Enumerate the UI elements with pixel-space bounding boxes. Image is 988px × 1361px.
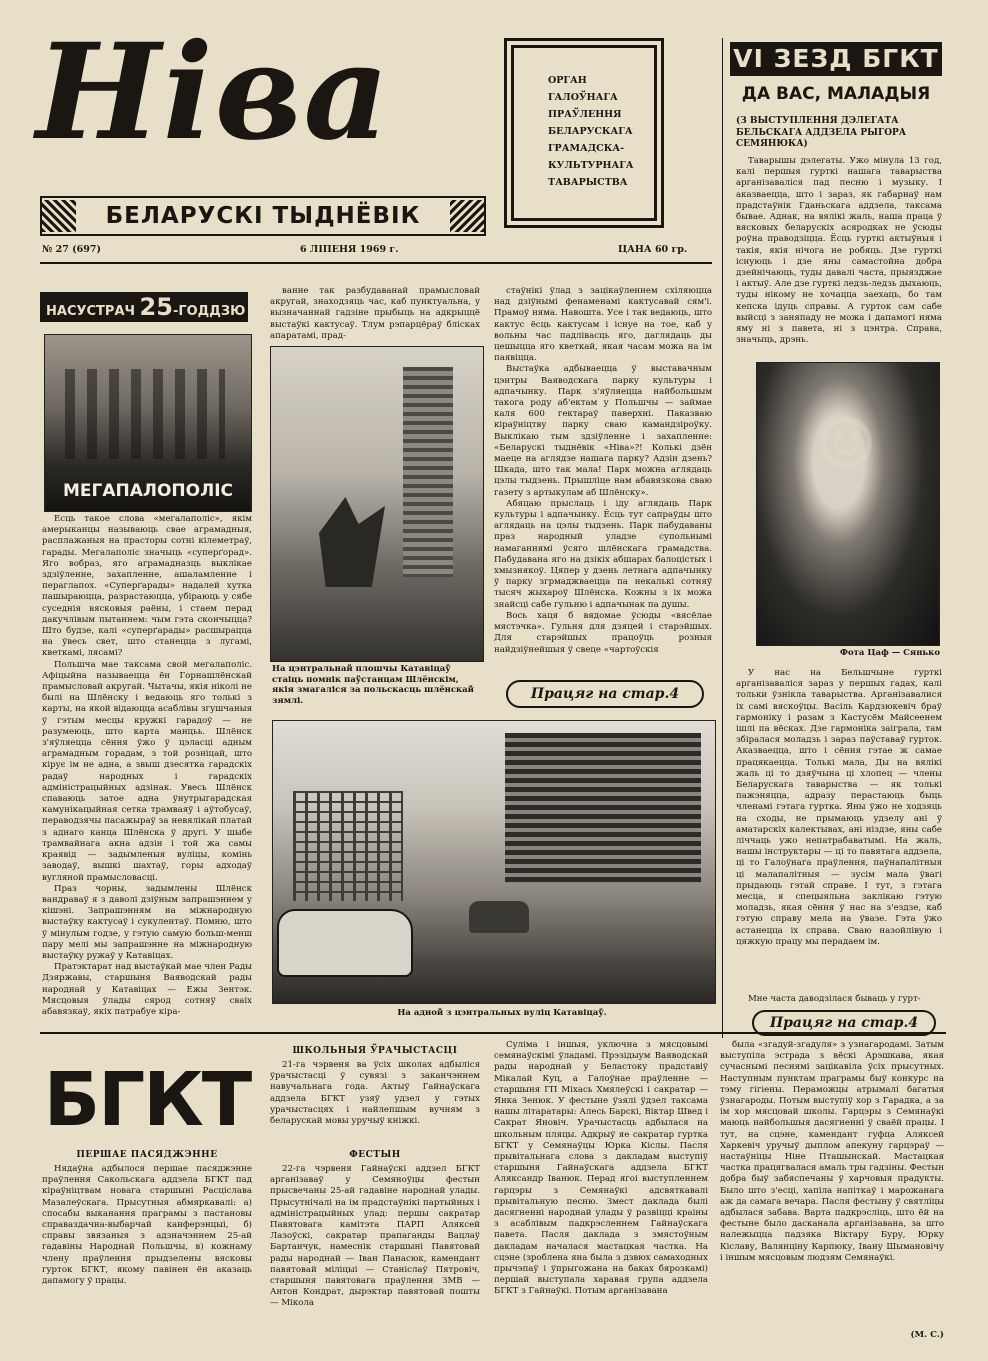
right-article-para2 bbox=[736, 668, 942, 990]
masthead-subtitle-band bbox=[40, 196, 486, 236]
car-icon bbox=[277, 909, 413, 977]
left-para4: Пратэктарат над выстаўкай мае член Рады Дзяржавы, старшыня Ваяводскай рады народнай у Катавіцах — Ежы Зентэк. Мясцовыя ўлады сярод сотняў сваіх абавязкаў, якіх патрабуе кіра- bbox=[42, 962, 252, 1017]
organ-line: КУЛЬТУРНАГА bbox=[548, 160, 634, 171]
building-right-icon bbox=[505, 733, 701, 883]
ornament-icon bbox=[42, 200, 76, 232]
col3-para2: Выстаўка адбываецца ў выставачным цэнтры Ваяводскага парку культуры і адпачынку. Парк з'яўляецца найбольшым такога роду аб'ектам у Польшчы — займае каля 600 гектараў паверхні. Паказваю кіраўніцтву парку сваю камандзіроўку. Выклікаю тым здзіўленне і захапленне: «Беларускі тыднёвік «Ніва»?! Колькі дзён маеце на аглядзе нашага парку? Адзін дзень? Шкада, што так мала! Парк можна аглядаць цэлы тыдзень. Прышліце нам абавязкова сваю газету з артыкулам аб Шлёнску». bbox=[494, 364, 712, 498]
right-article-title: ДА ВАС, МАЛАДЫЯ bbox=[741, 84, 931, 104]
right-article-subtitle: (З ВЫСТУПЛЕННЯ ДЭЛЕГАТА БЕЛЬСКАГА АДДЗЕЛА РЫГОРА СЕМЯНЮКА) bbox=[736, 116, 907, 149]
signature: (М. С.) bbox=[910, 1330, 944, 1340]
issue-number: № 27 (697) bbox=[42, 244, 101, 255]
bottom-col3-para: Суліма і іншыя, уключна з мясцовымі семянаўскімі ўладамі. Прэзідыум Ваяводскай рады народнай у Беластоку прадставіў Мікалай Куц, а Галоўнае праўленне — старшыня ГП Міхась Хмялеўскі і сакратар — Янка Зенюк. У фестыне ўзялі ўдзел таксама нашы літаратары: Алесь Барскі, Віктар Швед і Сакрат Яновіч. Урачыстасць адбылася на школьным пляцы. Адкрыў яе сакратар гуртка БГКТ у Семянаўцы Юрка Кіслы. Пасля прывітальнага слова з дакладам выступіў старшыня Гайнаўскага аддзела БГКТ Аляксандр Іванюк. Перад ягоі выступленнем гарцэры з Семянаўкі адсвяткавалі прывітальную песню. Змест даклада былі дасягненні народнай улады ў развіцці краіны з асаблівым падкрэсленнем Гайнаўскага павета. Пасля даклада з змястоўным дакладам началася мастацкая частка. На сцэне (зроблена яна была з дзвюх самаходных прычэпаў і ўпрыгожана на баках бярозкамі) першай выступала харавая група аддзела БГКТ з Гайнаўкі. Потым арганізавана bbox=[494, 1040, 708, 1297]
right-continue-link[interactable]: Працяг на стар.4 bbox=[752, 1010, 936, 1036]
congress-banner: VI ЗЕЗД БГКТ bbox=[730, 42, 942, 76]
left-para3: Праз чорны, задымлены Шлёнск вандраваў я з даволі дзіўным запрашэннем у кішэні. Запрашэнням на міжнародную выстаўку кактусаў і сукулентаў. Помню, што ў мінулым годзе, у гэтую самую больш-менш пару мелі мы запрашэнне на міжнародную выстаўку ружаў у Катавіцах. bbox=[42, 883, 252, 961]
industrial-photo bbox=[44, 334, 252, 512]
factory-skyline-icon bbox=[65, 369, 225, 459]
right-para2-text: У нас на Бельшчыне гурткі арганізаваліся зараз у першых гадах, калі тольки ўзнікла таварыства. Арганізавалися іх самі вяскоўцы. Васіль Кардзюкевіч браў гармоніку і разам з Кастусём Майсеенем ішлі па вёсках. Дзе гармоніка заіграла, там збіралася моладзь і зараз паўставаў гурток. Аказваецца, што і сёння гэтае ж самае працякаецца. Толькі мала, Ды на вялікі жаль ці то дзяўчына ці хлопец — члены Беларускага таварыства — як толькі пажэняцца, адразу перастаюць быць членамі гэтага гуртка. Яны ўжо не ходзяць на сходы, не прымаюць удзелу ані ў аматарскіх калектывах, ані ніздзе, яны сабе ліччаць ужо непатрабаватымі. На жаль, нашы інструктары — ці то павятага аддзела, ці то Галоўнага праўлення, паўнапалітныя ці малапалітныя — зусім мала ўвагі прыдаюць гэтай справе. І тут, з гэтага месца, я спецыяльна заклікаю гэтую моладзь, якая сёння ў нас на з'ездзе, каб гэтую справу мела на ўвазе. Гэта ўжо астанецца іх справа. Сваю назойлівую і цяжкую працу мы перадаем ім. bbox=[736, 668, 942, 947]
megalopolis-label: МЕГАПАЛОПОЛІС bbox=[62, 481, 234, 501]
school-title: ШКОЛЬНЫЯ ЎРАЧЫСТАСЦІ bbox=[292, 1046, 458, 1056]
first-meeting-para: Нядаўна адбылося першае пасяджэнне праўлення Сакольскага аддзела БГКТ пад кіраўніцтвам новага старшыні Расціслава Мазалеўскага. Прысутныя абмяркавалі: а) спосабы выканання праграмы з пастановы справаздачна-выбарчай канферэнцыі, б) справы звязаныя з адзначэннем 25-ай гадавіны Народнай Польшчы, в) кожнаму члену праўлення прыдзелены вясковы гурток БГКТ, якому павінен ён аказаць дапамогу ў працы. bbox=[42, 1164, 252, 1287]
photo-credit: Фота Цаф — Сянько bbox=[839, 648, 940, 658]
right-para3-text: Мне часта даводзілася бываць у гурт- bbox=[748, 994, 921, 1004]
column-divider bbox=[722, 38, 723, 1038]
bottom-col3 bbox=[494, 1040, 708, 1340]
school-text bbox=[270, 1060, 480, 1146]
festival-text bbox=[270, 1164, 480, 1340]
anniversary-banner bbox=[40, 292, 248, 322]
masthead-title: Ніва bbox=[36, 15, 392, 170]
photo1-caption: На цэнтральнай плошчы Катавіцаў стаіць помнік паўстанцам Шлёнскім, якія змагаліся за польскасць шлёнскай зямлі. bbox=[272, 664, 474, 706]
building-left-icon bbox=[293, 791, 403, 901]
col3-para4: Вось хаця б вядомае ўсюды «вясёлае мястэчка». Гульня для дзяцей і старэйшых. Для старэйшых працоўць розныя найдзіўнейшыя ў свеце «чартоўскія bbox=[494, 610, 712, 655]
left-para1: Есць такое слова «мегалаполіс», якім амерыканцы называюць свае аграмадныя, расплажаныя на прасторы сотні кілеметраў, гарады. Мегалаполіс значыць «суперґорад». Яго вобраз, яго аграмадназць выклікае здзіўленне, захапленне, ашаламленне і пераглапох. «Суперґарады» надалей хутка пашыраюцца, разрастаюцца, убіраюць у сябе суседнія вясковыя раёны, і стаем перад дакучлівым пытаннем: чым гэта скончыцца? Што будзе, калі «суперґарады» расшырацца на ўвесь свет, што станецца з лугамі, кветкамі, лясамі? bbox=[42, 514, 252, 659]
street-photo bbox=[272, 720, 716, 1004]
portrait-photo bbox=[756, 362, 940, 646]
bottom-col4-para: была «згадуй-згадуля» з узнагародамі. Затым выступіла эстрада з вёскі Арэшкава, якая сучаснымі песнямі зацікавіла ўсіх прысутных. Наступным пунктам праграмы быў конкурс на тэму гігіены. Пераможцы атрымалі багатыя ўзнагароды. Потым выступіў хор з Гарадка, а за ім хор мясцовай школы. Гарцэры з Семянаўкі маюць найбольшыя дасягненні ў сваёй працы. І тут, на сцэне, камендант гуфца Аляксей Харкевіч уручыў дыплом апекуну гарцэраў — настаўніцы Ніне Пташынскай. Мастацкая частка працягвалася амаль тры гадзіны. Фестын добра быў забяспечаны ў харчовыя прадукты. Было што з'есці, хапіла напіткаў і марожанага аж да самага вечара. Пасля фестыну ў святліцы адбылася забава. Варта падкрэсліць, што ёй на фестыне было дасканала арганізавана, за што належыцца падзяка Віктару Буру, Юрку Кіславу, Валянціну Карпюку, Івану Шымановічу і іншым мясцовым людзям Семянаўкі. bbox=[720, 1040, 944, 1263]
first-meeting-text bbox=[42, 1164, 252, 1336]
monument-photo bbox=[270, 346, 484, 662]
organ-line: ПРАЎЛЕННЯ bbox=[548, 109, 622, 120]
banner-suffix: -ГОДДЗЮ bbox=[172, 304, 246, 319]
first-meeting-title: ПЕРШАЕ ПАСЯДЖЭННЕ bbox=[76, 1150, 218, 1160]
festival-title: ФЕСТЫН bbox=[349, 1150, 401, 1160]
col3-para1: стаўнікі ўлад з зацікаўленнем схіляюцца над дзіўнымі фенаменамі кактусавай сям'і. Прамоў няма. Навошта. Усе і так ведаюць, што кактус ёсць кактусам і існуе на тое, каб у вольны час падлівасць яго, даглядаць ды цешыцца яго кветкай, якая часам можа на ім паявіцца. bbox=[494, 286, 712, 364]
organ-line: ТАВАРЫСТВА bbox=[548, 177, 628, 188]
col3-para3: Абяцаю прыслаць і іду аглядаць Парк культуры і адпачынку. Ёсць тут сапраўды што аглядаць на цэлы тыдзень. Парк пабудаваны праз народный уладзе супольнымі намаганнямі ўсяго шлёнскага грамадства. Пабудавана яго на дзікіх абшарах балоцістых і хмызнякоў. Цяпер у дзень летнага адпачынку ў парку згрмаджваецца па некалькі сотняў тысяч жыхароў Шлёнска. Кожны з іх можа знайсці сабе гульню і адпачынак па душы. bbox=[494, 498, 712, 610]
middle-col2-text: ванне так разбудаванай прамысловай акругай, знаходзяць час, каб пунктуальна, у вызначаннай гадзіне прыбыць на адкрыццё выстаўкі кактусаў. Тлум рэпарцёраў блісках апаратамі, прад- bbox=[270, 286, 480, 341]
issue-date: 6 ЛІПЕНЯ 1969 г. bbox=[300, 244, 399, 255]
organ-line: ОРГАН bbox=[548, 75, 587, 86]
bottom-col4 bbox=[720, 1040, 944, 1328]
bgkt-logo: БГКТ bbox=[43, 1057, 251, 1143]
portrait-icon: ☺ bbox=[815, 403, 878, 485]
school-para: 21-га чэрвеня ва ўсіх школах адбыліся ўрачыстасці ў сувязі з заканчэннем навучальнага года. Актыў Гайнаўскага аддзела БГКТ узяў удзел у гэтых урачыстасцях і найлепшым вучням з беларускай мовы уручыў кніжкі. bbox=[270, 1060, 480, 1127]
right-para1-text: Таварышы дэлегаты. Ужо мінула 13 год, калі першыя гурткі нашага таварыства арганізаваліся пад песню і музыку. І аказваецца, што і зараз, як габарнаў нам прадстаўнік Гданьскага аддзела, таксама бывае. Аднак, на вялікі жаль, наша праца ў вясковых беларускіх асяродках не ўсюды роўна праводзіцца. Ёсць гурткі актыўныя і такія, якія нічога не робяць. Дзе гурткі існуюць і дзе яны самастойна добра дзейнічаюць, туды давалі часта, прыязджае і актыў. Але дзе гурткі ледзь-ледзь дыхаюць, туды нікому не хочацца заехаць, бо там кепска ідуць справы. А гурток сам сабе выйсці з заняпаду не можа і дапамогі няма яму ні з павета, ні з цэнтра. Справа, значыць, дрэнь. bbox=[736, 156, 942, 346]
issue-price: ЦАНА 60 гр. bbox=[618, 244, 688, 255]
festival-para: 22-га чэрвеня Гайнаўскі аддзел БГКТ арганізаваў у Семяноўцы фестын прысвечаны 25-ай гадавіне народнай улады. Прысутнічалі на ім прадстаўнікі партыйных і адміністрацыйных улад: першы сакратар Павятовага камітэта ПАРП Аляксей Лазоўскі, сакратар прапаганды Вацлаў Бартанчук, намеснік старшыні Павятовай рады народнай — Іван Панасюк, камендант павятовай міліцыі — Станіслаў Пятровіч, старшыня павятовага праўлення ЗМВ — Антон Кондрат, дырэктар павятовай пошты — Мікола bbox=[270, 1164, 480, 1309]
left-article-body bbox=[42, 514, 252, 1028]
right-article-para3 bbox=[736, 994, 942, 1006]
middle-col2-top bbox=[270, 286, 480, 342]
tower-block-icon bbox=[403, 367, 453, 577]
banner-number: 25 bbox=[139, 293, 173, 321]
photo2-caption: На адной з цэнтральных вуліц Катавіцаў. bbox=[397, 1008, 607, 1018]
car-icon bbox=[469, 901, 529, 933]
ornament-icon bbox=[450, 200, 484, 232]
middle-col3 bbox=[494, 286, 712, 672]
right-article-para1 bbox=[736, 156, 942, 352]
organ-line: ГРАМАДСКА- bbox=[548, 143, 625, 154]
bottom-section-rule bbox=[40, 1032, 946, 1034]
left-para2: Польшча мае таксама свой мегалаполіс. Афіцыйна называецца ён Горнашлёнскай прамысловай акругай. Чытачы, якія ніколі не былі на Шлёнску і ведаюць яго толькі з карты, на якой відаюцца асаблівы згушчаныя ў гэтым месцы кружкі гарадоў — не разумеюць, што карта манцьь. Шлёнск з'яўляецца сёння ўжо ў цэласці адным аграмадным горадам, з той розніцай, што кірує ім не адна, а звыш дзесятка гарадскіх радаў народных і гарадскіх адміністрацыйных адзінак. Увесь Шлёнск спаваюць затое адна ўнутрыгарадская камунікацыйная сетка трамваяў і аўтобусаў, пераводзячы пасажыраў за невялікай платай з аднаго канца Шлёнска ў другі. У шыбе трамвайнага акна адзін і той жа самы краявід — задымленыя вуліцы, комінь заводаў, вышкі шахтаў, горы адходаў вугляной прамысловасці. bbox=[42, 659, 252, 883]
masthead-rule bbox=[40, 262, 712, 264]
organ-box bbox=[504, 38, 664, 228]
organ-line: БЕЛАРУСКАГА bbox=[548, 126, 633, 137]
organ-line: ГАЛОЎНАГА bbox=[548, 92, 618, 103]
banner-prefix: НАСУСТРАЧ bbox=[46, 304, 136, 319]
middle-continue-link[interactable]: Працяг на стар.4 bbox=[506, 680, 704, 708]
masthead-subtitle: БЕЛАРУСКІ ТЫДНЁВІК bbox=[105, 203, 421, 229]
monument-icon bbox=[319, 497, 385, 587]
